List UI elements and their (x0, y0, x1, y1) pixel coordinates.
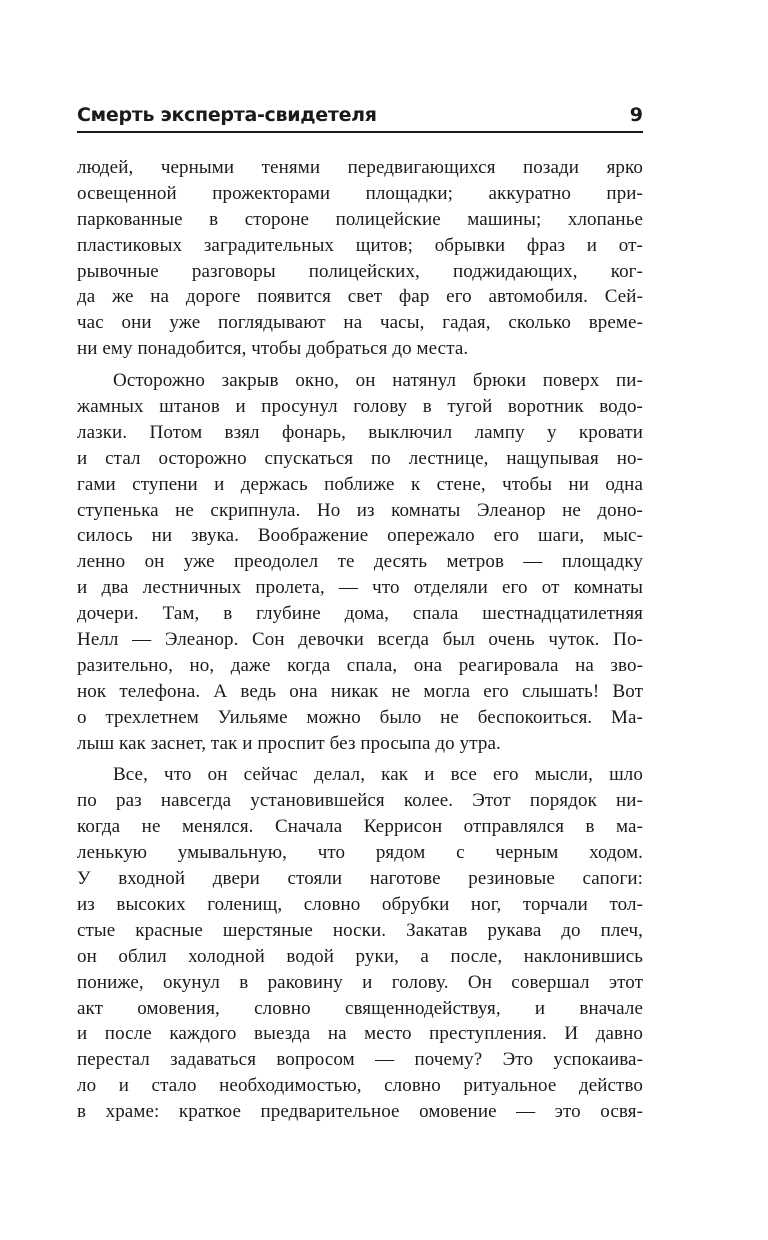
paragraph (77, 368, 643, 756)
text-line: когда не менялся. Сначала Керрисон отправлялся в ма- (77, 816, 643, 838)
text-line: рывочные разговоры полицейских, поджидающих, ког- (77, 260, 643, 282)
text-line: дочери. Там, в глубине дома, спала шестнадцатилетняя (77, 603, 643, 625)
text-line: жамных штанов и просунул голову в тугой воротник водо- (77, 396, 643, 418)
text-line: стые красные шерстяные носки. Закатав рукава до плеч, (77, 919, 643, 941)
text-line: ло и стало необходимостью, словно ритуальное действо (77, 1075, 643, 1097)
text-line: нок телефона. А ведь она никак не могла его слышать! Вот (77, 680, 643, 702)
text-line: ленно он уже преодолел те десять метров — площадку (77, 551, 643, 573)
running-header (77, 101, 643, 133)
text-line: в храме: краткое предварительное омовение — это освя- (77, 1101, 643, 1123)
text-line: по раз навсегда установившейся колее. Этот порядок ни- (77, 790, 643, 812)
text-line: лыш как заснет, так и проспит без просыпа до утра. (77, 732, 501, 754)
text-line: он облил холодной водой руки, а после, наклонившись (77, 945, 643, 967)
text-line: и два лестничных пролета, — что отделяли его от комнаты (77, 577, 643, 599)
text-line: У входной двери стояли наготове резиновые сапоги: (77, 868, 643, 890)
text-line: паркованные в стороне полицейские машины; хлопанье (77, 208, 643, 230)
text-line: перестал задаваться вопросом — почему? Это успокаива- (77, 1049, 643, 1071)
text-line: и стал осторожно спускаться по лестнице, нащупывая но- (77, 447, 643, 469)
text-line: людей, черными тенями передвигающихся позади ярко (77, 157, 643, 178)
page-number: 9 (629, 104, 643, 126)
text-line: час они уже поглядывают на часы, гадая, сколько време- (77, 312, 643, 334)
text-line: из высоких голенищ, словно обрубки ног, торчали тол- (77, 893, 643, 915)
text-line: и после каждого выезда на место преступления. И давно (77, 1023, 643, 1045)
text-line: ступенька не скрипнула. Но из комнаты Элеанор не доно- (77, 499, 643, 521)
text-line: лазки. Потом взял фонарь, выключил лампу у кровати (77, 421, 643, 443)
text-line: акт омовения, словно священнодействуя, и вначале (77, 997, 643, 1019)
text-line: разительно, но, даже когда спала, она реагировала на зво- (77, 654, 643, 676)
text-line: да же на дороге появится свет фар его автомобиля. Сей- (77, 286, 643, 308)
paragraph (77, 762, 643, 1124)
text-line: гами ступени и держась поближе к стене, чтобы ни одна (77, 473, 643, 495)
text-line: пониже, окунул в раковину и голову. Он совершал этот (77, 971, 643, 993)
text-line: Осторожно закрыв окно, он натянул брюки поверх пи- (113, 370, 643, 392)
text-line: пластиковых заградительных щитов; обрывки фраз и от- (77, 234, 643, 256)
text-line: силось ни звука. Воображение опережало его шаги, мыс- (77, 525, 643, 547)
text-line: освещенной прожекторами площадки; аккуратно при- (77, 182, 643, 204)
text-line: ни ему понадобится, чтобы добраться до места. (77, 338, 469, 360)
body-text (77, 155, 643, 1125)
text-line: Нелл — Элеанор. Сон девочки всегда был очень чуток. По- (77, 629, 643, 651)
text-line: о трехлетнем Уильяме можно было не беспокоиться. Ма- (77, 706, 643, 728)
book-title: Смерть эксперта-свидетеля (77, 104, 377, 126)
paragraph (77, 155, 643, 362)
text-line: ленькую умывальную, что рядом с черным ходом. (77, 842, 643, 864)
text-line: Все, что он сейчас делал, как и все его мысли, шло (113, 764, 643, 786)
